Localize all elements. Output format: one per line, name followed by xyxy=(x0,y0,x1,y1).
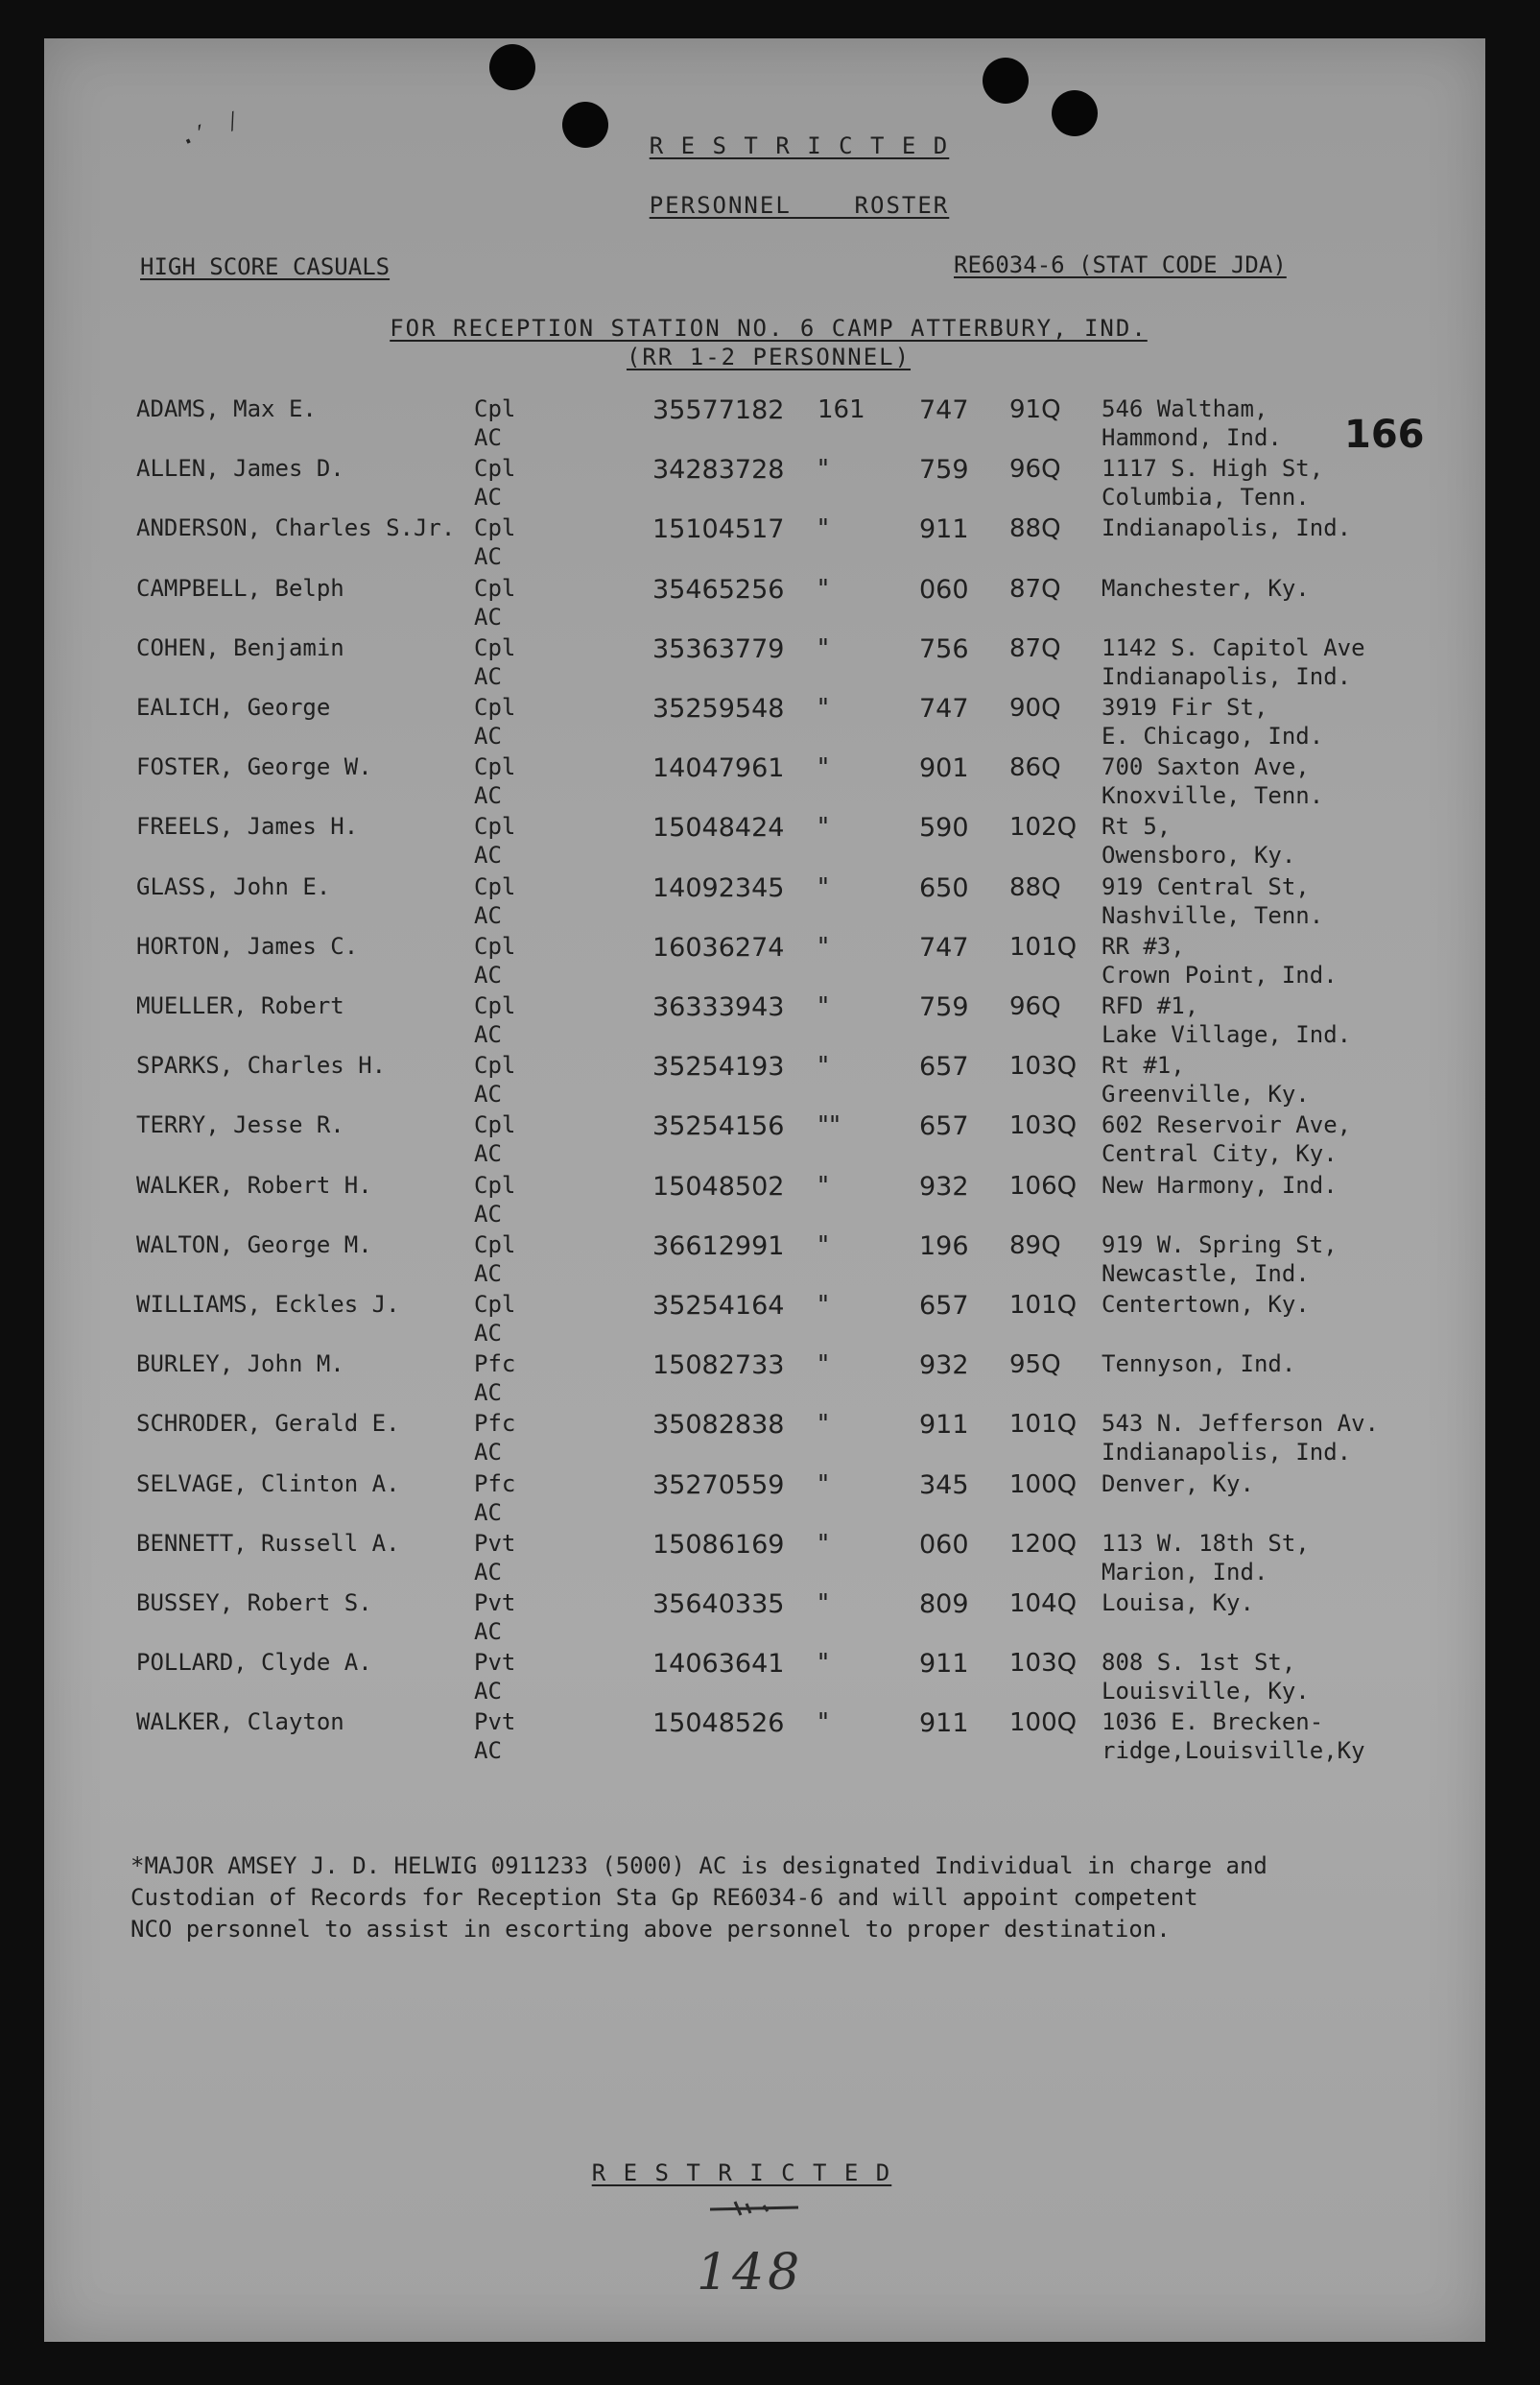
member-score: 90Q xyxy=(1009,694,1061,723)
member-score: 101Q xyxy=(1009,932,1078,962)
member-name: WILLIAMS, Eckles J. xyxy=(136,1291,400,1318)
member-code: " xyxy=(817,694,829,723)
member-score: 87Q xyxy=(1009,574,1061,604)
member-address-line1: Rt #1, xyxy=(1102,1052,1185,1080)
roster-row xyxy=(44,634,1485,694)
member-address-line2: Louisville, Ky. xyxy=(1102,1678,1310,1705)
member-score: 96Q xyxy=(1009,455,1061,485)
member-serial-number: 34283728 xyxy=(652,455,785,486)
member-rank: Pvt xyxy=(474,1649,516,1677)
member-rank: Cpl xyxy=(474,753,516,781)
roster-row xyxy=(44,1350,1485,1410)
member-score: 86Q xyxy=(1009,753,1061,783)
roster-row xyxy=(44,1052,1485,1111)
roster-row xyxy=(44,694,1485,753)
roster-row xyxy=(44,1530,1485,1589)
member-name: ANDERSON, Charles S.Jr. xyxy=(136,514,456,542)
member-mos: 060 xyxy=(919,1529,969,1560)
member-mos: 657 xyxy=(919,1111,969,1142)
member-rank: Cpl xyxy=(474,872,516,900)
roster-row xyxy=(44,992,1485,1052)
member-score: 101Q xyxy=(1009,1291,1078,1320)
member-address-line2: Marion, Ind. xyxy=(1102,1558,1268,1586)
member-rank: Cpl xyxy=(474,1111,516,1139)
member-rank: Pvt xyxy=(474,1708,516,1736)
member-score: 103Q xyxy=(1009,1052,1078,1082)
member-serial-number: 15048424 xyxy=(652,813,785,844)
member-name: BENNETT, Russell A. xyxy=(136,1529,400,1557)
member-score: 106Q xyxy=(1009,1171,1078,1201)
member-score: 95Q xyxy=(1009,1350,1061,1380)
member-address-line2: Central City, Ky. xyxy=(1102,1140,1338,1168)
member-address-line1: 919 Central St, xyxy=(1102,872,1310,900)
member-branch: AC xyxy=(474,1498,502,1526)
member-name: WALTON, George M. xyxy=(136,1230,372,1258)
member-mos: 747 xyxy=(919,694,969,724)
member-rank: Cpl xyxy=(474,694,516,721)
member-mos: 911 xyxy=(919,1708,969,1739)
member-name: EALICH, George xyxy=(136,694,331,721)
member-mos: 747 xyxy=(919,395,969,425)
member-branch: AC xyxy=(474,1618,502,1645)
pencil-mark: ·′ ⁄ xyxy=(174,103,247,159)
member-serial-number: 35640335 xyxy=(652,1589,785,1619)
roster-row xyxy=(44,1291,1485,1350)
member-address-line2: Crown Point, Ind. xyxy=(1102,961,1338,989)
member-address-line1: 546 Waltham, xyxy=(1102,395,1268,422)
member-rank: Cpl xyxy=(474,932,516,960)
member-code: " xyxy=(817,932,829,962)
member-code: " xyxy=(817,455,829,485)
member-address-line2: Knoxville, Tenn. xyxy=(1102,782,1324,810)
member-code: " xyxy=(817,813,829,843)
member-address-line1: 3919 Fir St, xyxy=(1102,694,1268,721)
member-name: CAMPBELL, Belph xyxy=(136,574,344,602)
member-name: SPARKS, Charles H. xyxy=(136,1052,387,1080)
roster-row xyxy=(44,813,1485,872)
member-name: WALKER, Clayton xyxy=(136,1708,344,1736)
punch-hole xyxy=(1052,90,1098,136)
member-branch: AC xyxy=(474,1320,502,1347)
roster-row xyxy=(44,873,1485,933)
footnote-line: Custodian of Records for Reception Sta Gp RE6034-6 and will appoint competent xyxy=(130,1884,1198,1911)
member-branch: AC xyxy=(474,484,502,512)
member-serial-number: 15048502 xyxy=(652,1171,785,1202)
member-address-line1: New Harmony, Ind. xyxy=(1102,1171,1338,1199)
member-branch: AC xyxy=(474,901,502,929)
member-name: ALLEN, James D. xyxy=(136,455,344,483)
member-name: SELVAGE, Clinton A. xyxy=(136,1469,400,1497)
member-score: 87Q xyxy=(1009,633,1061,663)
member-rank: Cpl xyxy=(474,455,516,483)
member-serial-number: 36612991 xyxy=(652,1230,785,1261)
member-code: " xyxy=(817,1410,829,1440)
member-mos: 911 xyxy=(919,1649,969,1680)
member-serial-number: 35254164 xyxy=(652,1291,785,1321)
member-mos: 747 xyxy=(919,932,969,963)
member-address-line1: Rt 5, xyxy=(1102,813,1172,841)
member-score: 91Q xyxy=(1009,395,1061,424)
member-serial-number: 35270559 xyxy=(652,1469,785,1500)
member-rank: Cpl xyxy=(474,514,516,542)
member-branch: AC xyxy=(474,782,502,810)
member-score: 103Q xyxy=(1009,1111,1078,1141)
member-branch: AC xyxy=(474,424,502,451)
member-serial-number: 35363779 xyxy=(652,633,785,664)
member-rank: Cpl xyxy=(474,813,516,841)
member-address-line1: Louisa, Ky. xyxy=(1102,1589,1254,1616)
member-branch: AC xyxy=(474,1558,502,1586)
roster-row xyxy=(44,1649,1485,1708)
member-rank: Cpl xyxy=(474,992,516,1019)
roster-row xyxy=(44,1231,1485,1291)
member-code: " xyxy=(817,1230,829,1260)
member-name: HORTON, James C. xyxy=(136,932,359,960)
punch-hole xyxy=(983,58,1029,104)
member-address-line2: Owensboro, Ky. xyxy=(1102,842,1296,870)
member-rank: Cpl xyxy=(474,1230,516,1258)
member-branch: AC xyxy=(474,1081,502,1109)
classification-header: R E S T R I C T E D xyxy=(649,132,950,159)
member-address-line1: Manchester, Ky. xyxy=(1102,574,1310,602)
member-score: 100Q xyxy=(1009,1708,1078,1738)
member-rank: Pfc xyxy=(474,1469,516,1497)
member-mos: 756 xyxy=(919,633,969,664)
roster-row xyxy=(44,933,1485,992)
member-branch: AC xyxy=(474,961,502,989)
member-serial-number: 36333943 xyxy=(652,992,785,1022)
footnote-line: NCO personnel to assist in escorting above personnel to proper destination. xyxy=(130,1916,1171,1943)
member-rank: Cpl xyxy=(474,1291,516,1318)
member-serial-number: 15082733 xyxy=(652,1350,785,1381)
member-serial-number: 35254156 xyxy=(652,1111,785,1142)
scribble-mark xyxy=(706,2198,802,2217)
member-address-line2: E. Chicago, Ind. xyxy=(1102,723,1324,750)
member-serial-number: 35259548 xyxy=(652,694,785,724)
member-code: " xyxy=(817,1291,829,1320)
roster-row xyxy=(44,575,1485,634)
member-name: COHEN, Benjamin xyxy=(136,633,344,661)
member-name: FREELS, James H. xyxy=(136,813,359,841)
member-name: BURLEY, John M. xyxy=(136,1350,344,1378)
member-score: 102Q xyxy=(1009,813,1078,843)
roster-row xyxy=(44,1470,1485,1530)
member-address-line1: 919 W. Spring St, xyxy=(1102,1230,1338,1258)
member-branch: AC xyxy=(474,1737,502,1765)
roster-row xyxy=(44,1589,1485,1649)
member-address-line1: 1142 S. Capitol Ave xyxy=(1102,633,1365,661)
member-serial-number: 35577182 xyxy=(652,395,785,425)
member-code: " xyxy=(817,1529,829,1559)
member-score: 120Q xyxy=(1009,1529,1078,1559)
member-mos: 932 xyxy=(919,1350,969,1381)
member-name: POLLARD, Clyde A. xyxy=(136,1649,372,1677)
member-code: " xyxy=(817,574,829,604)
member-serial-number: 16036274 xyxy=(652,932,785,963)
member-code: " xyxy=(817,1052,829,1082)
member-mos: 345 xyxy=(919,1469,969,1500)
member-rank: Cpl xyxy=(474,633,516,661)
member-address-line1: RR #3, xyxy=(1102,932,1185,960)
roster-row xyxy=(44,1111,1485,1171)
document-page xyxy=(44,38,1485,2342)
roster-row xyxy=(44,455,1485,514)
member-branch: AC xyxy=(474,603,502,631)
member-name: ADAMS, Max E. xyxy=(136,395,317,422)
member-mos: 901 xyxy=(919,753,969,784)
member-mos: 911 xyxy=(919,514,969,545)
member-mos: 060 xyxy=(919,574,969,605)
member-address-line1: Denver, Ky. xyxy=(1102,1469,1254,1497)
member-code: " xyxy=(817,514,829,544)
member-name: GLASS, John E. xyxy=(136,872,331,900)
member-name: FOSTER, George W. xyxy=(136,753,372,781)
member-name: MUELLER, Robert xyxy=(136,992,344,1019)
member-code: "" xyxy=(817,1111,841,1141)
member-score: 88Q xyxy=(1009,872,1061,902)
unit-label: HIGH SCORE CASUALS xyxy=(140,253,391,280)
page-number: 166 xyxy=(1344,413,1425,457)
member-serial-number: 14047961 xyxy=(652,753,785,784)
member-serial-number: 14063641 xyxy=(652,1649,785,1680)
member-code: " xyxy=(817,1708,829,1738)
member-code: " xyxy=(817,1469,829,1499)
member-code: 161 xyxy=(817,395,865,424)
member-mos: 911 xyxy=(919,1410,969,1441)
member-address-line2: Hammond, Ind. xyxy=(1102,424,1282,451)
member-mos: 196 xyxy=(919,1230,969,1261)
member-score: 89Q xyxy=(1009,1230,1061,1260)
member-code: " xyxy=(817,1350,829,1380)
member-address-line1: 700 Saxton Ave, xyxy=(1102,753,1310,781)
member-rank: Pfc xyxy=(474,1410,516,1438)
member-rank: Pfc xyxy=(474,1350,516,1378)
roster-row xyxy=(44,395,1485,455)
member-address-line1: RFD #1, xyxy=(1102,992,1199,1019)
member-rank: Cpl xyxy=(474,395,516,422)
member-code: " xyxy=(817,753,829,783)
member-mos: 590 xyxy=(919,813,969,844)
member-code: " xyxy=(817,1171,829,1201)
member-branch: AC xyxy=(474,1439,502,1467)
roster-title: PERSONNEL ROSTER xyxy=(649,192,950,219)
roster-row xyxy=(44,514,1485,574)
member-code: " xyxy=(817,633,829,663)
member-address-line2: Indianapolis, Ind. xyxy=(1102,1439,1352,1467)
member-score: 96Q xyxy=(1009,992,1061,1021)
classification-footer: R E S T R I C T E D xyxy=(591,2159,892,2186)
punch-hole xyxy=(489,44,535,90)
member-address-line1: 1036 E. Brecken- xyxy=(1102,1708,1324,1736)
member-mos: 650 xyxy=(919,872,969,903)
member-serial-number: 15048526 xyxy=(652,1708,785,1739)
member-branch: AC xyxy=(474,1259,502,1287)
member-branch: AC xyxy=(474,1200,502,1228)
roster-row xyxy=(44,1410,1485,1469)
roster-row xyxy=(44,753,1485,813)
member-mos: 759 xyxy=(919,455,969,486)
member-score: 101Q xyxy=(1009,1410,1078,1440)
member-code: " xyxy=(817,1589,829,1618)
stat-code-label: RE6034-6 (STAT CODE JDA) xyxy=(954,251,1287,278)
member-branch: AC xyxy=(474,1021,502,1048)
member-name: WALKER, Robert H. xyxy=(136,1171,372,1199)
footnote-line: *MAJOR AMSEY J. D. HELWIG 0911233 (5000) AC is designated Individual in charge and xyxy=(130,1852,1268,1879)
handwritten-page-number: 148 xyxy=(697,2244,804,2302)
member-serial-number: 35465256 xyxy=(652,574,785,605)
member-serial-number: 15104517 xyxy=(652,514,785,545)
member-mos: 657 xyxy=(919,1291,969,1321)
member-serial-number: 14092345 xyxy=(652,872,785,903)
member-serial-number: 15086169 xyxy=(652,1529,785,1560)
member-branch: AC xyxy=(474,723,502,750)
member-address-line2: Lake Village, Ind. xyxy=(1102,1021,1352,1048)
member-rank: Cpl xyxy=(474,574,516,602)
member-name: TERRY, Jesse R. xyxy=(136,1111,344,1139)
roster-row xyxy=(44,1172,1485,1231)
member-mos: 932 xyxy=(919,1171,969,1202)
member-mos: 759 xyxy=(919,992,969,1022)
destination-line: FOR RECEPTION STATION NO. 6 CAMP ATTERBURY, IND. xyxy=(390,315,1148,342)
member-address-line1: Indianapolis, Ind. xyxy=(1102,514,1352,542)
member-branch: AC xyxy=(474,543,502,571)
member-address-line2: ridge,Louisville,Ky xyxy=(1102,1737,1365,1765)
member-rank: Cpl xyxy=(474,1171,516,1199)
member-branch: AC xyxy=(474,1678,502,1705)
member-code: " xyxy=(817,992,829,1021)
member-address-line2: Indianapolis, Ind. xyxy=(1102,662,1352,690)
member-score: 88Q xyxy=(1009,514,1061,544)
member-address-line1: Tennyson, Ind. xyxy=(1102,1350,1296,1378)
member-address-line1: 543 N. Jefferson Av. xyxy=(1102,1410,1379,1438)
footnote xyxy=(130,1850,1268,1945)
member-branch: AC xyxy=(474,842,502,870)
member-address-line2: Newcastle, Ind. xyxy=(1102,1259,1310,1287)
member-mos: 657 xyxy=(919,1052,969,1083)
member-code: " xyxy=(817,1649,829,1679)
member-branch: AC xyxy=(474,1140,502,1168)
member-score: 100Q xyxy=(1009,1469,1078,1499)
member-name: BUSSEY, Robert S. xyxy=(136,1589,372,1616)
member-address-line1: Centertown, Ky. xyxy=(1102,1291,1310,1318)
member-name: SCHRODER, Gerald E. xyxy=(136,1410,400,1438)
member-address-line2: Columbia, Tenn. xyxy=(1102,484,1310,512)
member-address-line1: 808 S. 1st St, xyxy=(1102,1649,1296,1677)
member-address-line1: 113 W. 18th St, xyxy=(1102,1529,1310,1557)
member-rank: Cpl xyxy=(474,1052,516,1080)
member-address-line1: 602 Reservoir Ave, xyxy=(1102,1111,1352,1139)
member-score: 104Q xyxy=(1009,1589,1078,1618)
member-address-line2: Greenville, Ky. xyxy=(1102,1081,1310,1109)
member-rank: Pvt xyxy=(474,1589,516,1616)
member-score: 103Q xyxy=(1009,1649,1078,1679)
member-mos: 809 xyxy=(919,1589,969,1619)
destination-subline: (RR 1-2 PERSONNEL) xyxy=(626,344,912,370)
member-address-line2: Nashville, Tenn. xyxy=(1102,901,1324,929)
member-branch: AC xyxy=(474,1379,502,1407)
roster-row xyxy=(44,1708,1485,1768)
member-code: " xyxy=(817,872,829,902)
member-rank: Pvt xyxy=(474,1529,516,1557)
member-address-line1: 1117 S. High St, xyxy=(1102,455,1324,483)
member-serial-number: 35254193 xyxy=(652,1052,785,1083)
member-branch: AC xyxy=(474,662,502,690)
member-serial-number: 35082838 xyxy=(652,1410,785,1441)
